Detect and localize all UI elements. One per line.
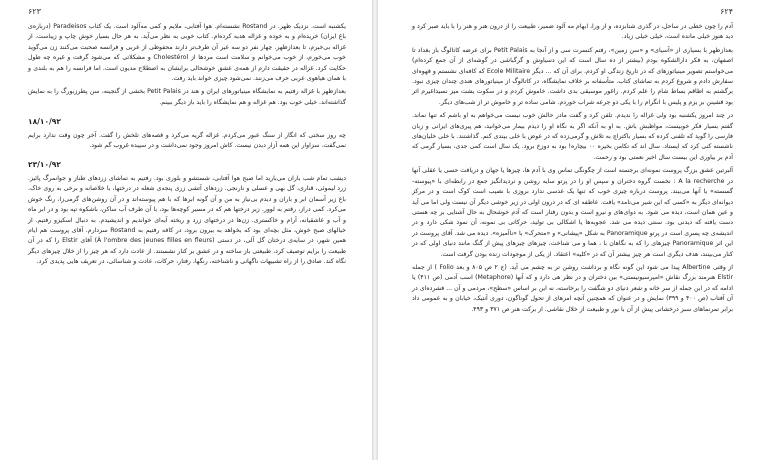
paragraph: آدم را چون خطی در ساحل، در گذری شتابزده، و از ورا، ابهام مه آلود ضمیر، طبیعت را از درون هنر و هنر را با باید صبر کرد و دید هنوز خیلی مانده است، خیلی خیلی زیاد. (412, 23, 733, 41)
paragraph: بعدازظهر با بسیاری از «آسیای» و «سن زمین»، رفتم کنسرت سی و از آنجا به Petit Palais برای عرضه کاتالوگ باز بغداد تا اصفهان، به فکر دارالشکوه بودم (بیشتر از ده سال است که این دسیاوش و گرگباشی در گوشه‌ای از آن جمع کرده‌ام) می‌خواستم تصویر مینیاتورهای که در تاریخ زندگی او کردم. برای آن که ... دیگر Ecole Militaire که کافه‌ای نشستم و قهوه‌ای سفارش دادم و شروع کردم به تماشای کتاب. متأسفانه بر خلاف نمایشگاه، در کاتالوگ از مینیاتورهای هندی چندان چیزی نبود. برگشتم به اطاقم بساط شام را علم کردم. راغور موسیقی بدی داشت. خاموش کردم و در سکوت یشت میز نسیداغیرم اثر بود قشینن بر یزم و پلیس با انگرام را با یکی دو جرعه شراب خوردم. شامی ساده تر و خاموش تر از شب‌های دیگر. (412, 46, 734, 106)
page-number-right: ۶۲۴ (720, 7, 733, 16)
paragraph: دیشب تمام شب باران می‌بارید اما صبح هوا آفتابی، شستشو و بلوری بود. رفتیم به تماشای زردهای طناز و جوانمرگ پائیز. زرد لیموئی، قناری، گل بهی و عسلی و نارنجی. زردهای آتشی زری پنجه‌ی شعله در درختها، با خلاصانه و برخی به روی خاک. باغ زیر آسمان ابر و باران و دیدم بی‌نیاز به من و آن گونه ابرها که با هم پیوسته‌اند و در آن روشن‌های گرمی‌زا، رنگ خوش می‌کرد. کمی دراز، رفتم به لوور. زیر درختها هم که در مسیر کوچه‌ها بود، با آن طرف آب ساکن، باشکوه تپه بود و در ابر ماه و آب و عاشقیانه، آرام و خاکستری. زن‌ها در درختهای زرد و ریخته آیه‌ای خواندیم و اندیشیدم. به دنبال اسکیزو رفتیم. از خیالهای صبح خوش، مثل بچه‌ای بود که بخواهد به بیرون برود، در کافه رفتیم به Rostand سردارم. آقای پروست هم ایام همین شهر، در سایه‌ی درختان گل آلی، در دستی (À l'ombre des jeunes filles en fleurs) آقای Elstir را که در آن طبیعت را برایم توصیف کرد، طبیعتی باز ساخته و در عشق بر کنار نشستند. از عادت دارد که هر چیز را از خلال چیزهای دیگر نگاه کند. صادق را از راه تشبیهات ناگهانی و ناشناخته، رنگها، رفتار، حرکات، عادت و شناسائی، در تعریف هایی پدیدی کرد. (28, 174, 346, 266)
paragraph: بعدازظهر با غزاله رفتیم به نمایشگاه مینیاتورهای ایران و هند در Petit Palais بخشی از گنجینه، سن پطرزبورگ را به نمایش گذاشته‌اند. خیلی خوب بود. هم غزاله و هم نمایشگاه را باید باز دیگر ببینم. (28, 88, 346, 106)
left-page (0, 0, 372, 460)
entry-date: ۲۳/۱۰/۹۲ (28, 160, 61, 170)
paragraph: در چند امروز یکشنبه بود ولی غزاله را ندیدم. تلفن کرد و گفت مادر حالش خوب نیست می‌خواهم به او باشم که تنها نماند. گفتم بسیار فکر خوبیست، مواظبش باش. به او به آنکه اگر به نگاه او را دیدم بیمار می‌خوانید، هم پیری‌های ایرانی و زبان فارسی را گوید که تلفنی کرده که بسیار باکتراچ به تلاش و گرمی‌زده که در عوض با خلی بیندی کنم. گذاشتند. با خلی خلیان‌های ناشسته کنی کرد که ایستاد. سال اند که تکامن بخیره ۰۰ بیچاره! بود به دوزخ برود. یک سال است کمی جدی، بسیار گرمی که آدم بر بیاوری این بیست سال اخیر نعمتی بود و رحمت. (412, 112, 733, 161)
right-page-body (412, 22, 733, 318)
paragraph: چه روز سختی که انگار از سنگ عبور می‌کردم. غزاله گریه می‌کرد و قصه‌های تلخش را گفت. آخر چون وقت ندارد برایم نمی‌گفت. سزاوار این همه آزار دیدن نیست. کاش امروز وجود نمی‌داشت و در سپیده غروب گم شود. (28, 131, 346, 150)
paragraph: آلبرتین عشق بزرگ پروست نمونه‌ای برجسته است از چگونگی تماس وی با آدم ها، چیزها یا جهان و دریافت حسی یا عقلی آنها در A la recherche : نخست گروه دختران و سپس او را در پرتو سایه روشن و تردیدانگیز جمع در رابطه‌ای با «پیوسته-گسسته» یا آنها می‌بیند. پروست درباره چیزی خوب که تنها یک عدسی ندارد بروزی با نصیب است کوک است و در مرکز دیوانه‌ای دیگر به «کسی که این شیر می‌نامد» یافت. عاطفه ای که در درون اولی در زیر خوشی دیگر آن نیست ولی اما می آید و عین همان است، دیده می شود. به دوای‌های و نیرو است و بدون رفتار است که آدم خوشحال به حال آشنایی بر چه هستی دست یافته که دیدنی بود. سنتی دیده می شد. عجوبه‌ها یا اشکالی بی تولید، حرکاتی بی نمونه، آن نمود شکی دارد و در اندیشه‌ی چه پسری است در پرتو Panoramique به شکل «پیشانی» و «متحرک» با «ناآمیزه». دیده می شد. آقای پروست در این اثر Panoramique چیزهای را که به نگاهان با ، هما و می شناخت، چیزهای چیزهای پیش از گنگ مانند دنیای اولی که در کنار می‌بینند، هدف دیگری است هر چیز بیشتر آن که در «کلیه» اعتقاد. از یکی از موجودات زنده بودن گرفت است. (412, 167, 733, 258)
paragraph: از وقتی Albertine پیدا می شود این گونه نگاه و برداشت روشن تر به چشم می آید. (ج ۲ ص ۸۰۵ و بعد Folio ) از جمله Elstir هنرمند بزرگ نقاش «امپرسیونیستی» بین دختران و در نظر هی دارد و که آنها (Metaphore) اسب آدمی (ص ۴۱۱) یا ادامه که در این جمله از سر خانه و شعر دنیای دو شگفت را برخاسته، نه این بر اساس «سطح»، مردمی و آن ... فشرده‌ای در آن آفتاب (ص ۴۰۰ و ۳۹۹) نمایش و در عنوان که همچنین آنچه امرهای از تحول گوناگون، دوری آنتیک، خیابان و به عمومی داد برابر تمرنماهای سبز درخشانی پیش از آن با نور و طبیعت از خلال نقاشی. از برکت هنر ص ۳۷۱ و ۴۹۳. (412, 263, 734, 313)
left-page-body (28, 22, 346, 271)
right-page (378, 0, 759, 460)
entry-date: ۱۸/۱۰/۹۲ (28, 117, 61, 127)
page-number-left: ۶۲۳ (28, 7, 41, 16)
paragraph: یکشنبه است. نزدیک ظهر. در Rostand نشسته‌ام. هوا آفتابی، ملایم و کمی مه‌آلود است. یک کتاب Paradeisos (درباره‌ی باغ ایران) خریده‌ام و به خوده و غزاله هدیه کرده‌ام. کتاب خوبی به نظر می‌آید. به هر حال بسیار خوش چاپ و زیباست. از غزاله بی‌خبرم، تا بعدازظهر. چهار نفر دو سه عیر آن طرف‌تر دارند محفوظی از عربی و فرانسه صحبت می‌کنند زن می‌گوید خوب می‌خورم، از خوب می‌خوانم و سلامت است مردها از Cholestérol و مشکلاتی که می‌شود گرفت و غیره چه طول حکایت کرد. غزاله در حقیقت دارم از همه‌ی عشق خوشحالی برایشان به اصطلاح مدیون است. اما فرانسه را هم به بلندی و با همان هیاهوی عربی حرف می‌زنند. نمی‌شود چیزی خواند باید رفت. (28, 23, 346, 83)
